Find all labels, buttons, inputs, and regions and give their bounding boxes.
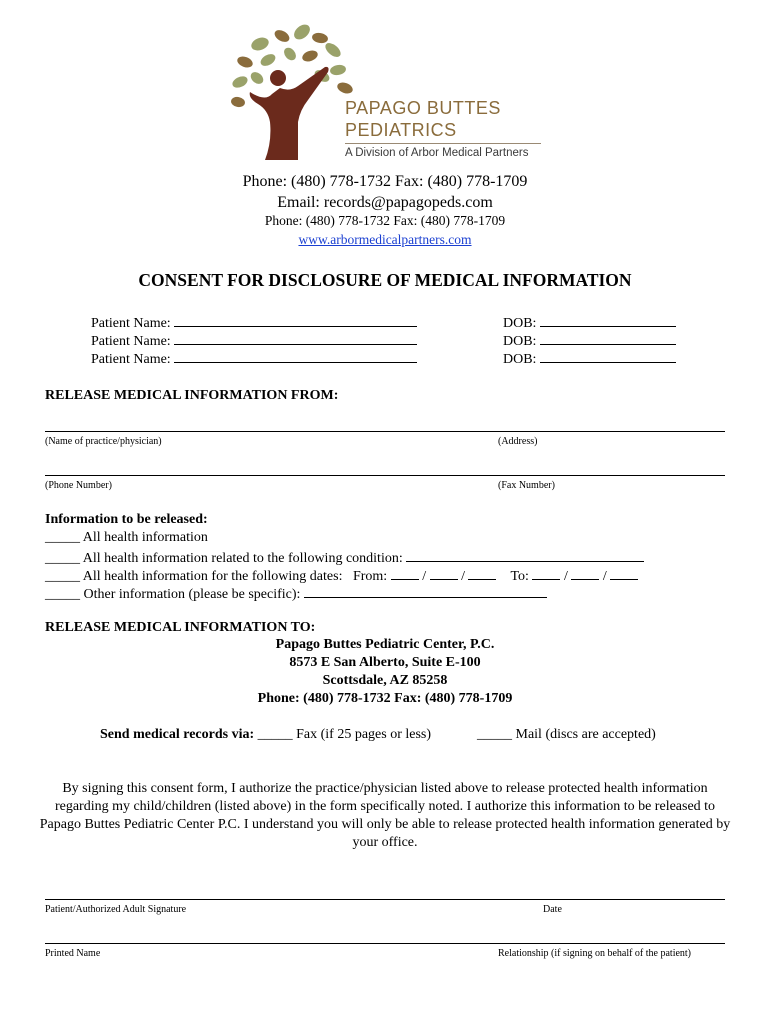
mail-checkbox-blank[interactable]: _____ (477, 727, 512, 742)
to-day-field[interactable] (571, 566, 599, 580)
release-from-heading: RELEASE MEDICAL INFORMATION FROM: (45, 388, 339, 403)
send-via-row (100, 727, 431, 743)
signature-line[interactable] (45, 899, 725, 900)
info-option-dates[interactable] (45, 566, 638, 585)
patient-name-field[interactable] (174, 313, 417, 327)
to-month-field[interactable] (532, 566, 560, 580)
fax-checkbox-blank[interactable]: _____ (257, 727, 293, 742)
from-label: From: (352, 569, 388, 584)
dob-field[interactable] (540, 313, 676, 327)
patient-name-row-2 (91, 331, 417, 350)
date-separator: / (461, 569, 465, 584)
website-row (0, 232, 770, 248)
from-year-field[interactable] (468, 566, 496, 580)
other-info-field[interactable] (304, 584, 547, 598)
brand-name-line2: PEDIATRICS (345, 120, 457, 140)
printed-name-line[interactable] (45, 943, 725, 944)
dob-label: DOB: (503, 352, 537, 367)
address-label: (Address) (498, 436, 538, 447)
from-month-field[interactable] (391, 566, 419, 580)
info-option-other[interactable] (45, 584, 547, 603)
checkbox-blank[interactable]: _____ (45, 551, 80, 566)
patient-name-field[interactable] (174, 349, 417, 363)
patient-name-row-1 (91, 313, 417, 332)
from-day-field[interactable] (430, 566, 458, 580)
recipient-org: Papago Buttes Pediatric Center, P.C. (275, 637, 495, 652)
dob-field[interactable] (540, 349, 676, 363)
mail-option-label: Mail (discs are accepted) (515, 727, 656, 742)
phone-number-label: (Phone Number) (45, 480, 112, 491)
contact-phone-fax-secondary: Phone: (480) 778-1732 Fax: (480) 778-1709 (264, 213, 506, 228)
relationship-label: Relationship (if signing on behalf of the patient) (498, 948, 692, 959)
release-to-heading: RELEASE MEDICAL INFORMATION TO: (45, 620, 316, 635)
form-title: CONSENT FOR DISCLOSURE OF MEDICAL INFORMATION (138, 270, 632, 290)
contact-phone-fax: Phone: (480) 778-1732 Fax: (480) 778-1709 (242, 173, 528, 190)
info-option-condition[interactable] (45, 548, 644, 567)
option-label: Other information (please be specific): (83, 587, 301, 602)
signature-label: Patient/Authorized Adult Signature (45, 904, 187, 915)
dob-row-3 (503, 349, 676, 368)
recipient-phone-fax: Phone: (480) 778-1732 Fax: (480) 778-1709 (257, 691, 513, 706)
patient-name-label: Patient Name: (91, 316, 171, 331)
tree-logo-icon (220, 22, 550, 167)
mail-option (477, 727, 656, 743)
checkbox-blank[interactable]: _____ (45, 569, 80, 584)
option-label: All health information related to the following condition: (82, 551, 403, 566)
checkbox-blank[interactable]: _____ (45, 530, 80, 545)
contact-email: Email: records@papagopeds.com (277, 194, 493, 211)
patient-name-label: Patient Name: (91, 352, 171, 367)
recipient-street: 8573 E San Alberto, Suite E-100 (289, 655, 481, 670)
date-separator: / (422, 569, 427, 584)
dob-row-1 (503, 313, 676, 332)
info-option-all[interactable] (45, 530, 208, 546)
patient-name-label: Patient Name: (91, 334, 171, 349)
practice-name-label: (Name of practice/physician) (45, 436, 162, 447)
to-year-field[interactable] (610, 566, 638, 580)
dob-field[interactable] (540, 331, 676, 345)
info-heading: Information to be released: (45, 512, 208, 527)
patient-name-field[interactable] (174, 331, 417, 345)
date-separator: / (563, 569, 568, 584)
date-label: Date (543, 904, 562, 915)
phone-fax-line[interactable] (45, 475, 725, 476)
option-label: All health information (82, 530, 208, 545)
brand-subtitle: A Division of Arbor Medical Partners (345, 147, 529, 159)
dob-row-2 (503, 331, 676, 350)
to-label: To: (510, 569, 529, 584)
dob-label: DOB: (503, 316, 537, 331)
brand-divider (345, 143, 541, 144)
condition-field[interactable] (406, 548, 644, 562)
fax-option-label: Fax (if 25 pages or less) (296, 727, 432, 742)
patient-name-row-3 (91, 349, 417, 368)
dob-label: DOB: (503, 334, 537, 349)
brand-name-line1: PAPAGO BUTTES (345, 98, 501, 118)
practice-address-line[interactable] (45, 431, 725, 432)
checkbox-blank[interactable]: _____ (45, 587, 80, 602)
send-via-label: Send medical records via: (100, 727, 255, 742)
fax-number-label: (Fax Number) (498, 480, 555, 491)
option-label: All health information for the following dates: (82, 569, 343, 584)
consent-paragraph: By signing this consent form, I authorize the practice/physician listed above to release protected health information regarding my child/children (listed above) in the form specifically noted. I authorize this information to be released to Papago Buttes Pediatric Center P.C. I understand you will only be able to release protected health information generated by your office. (39, 781, 731, 850)
recipient-city: Scottsdale, AZ 85258 (322, 673, 448, 688)
date-separator: / (602, 569, 607, 584)
website-link[interactable]: www.arbormedicalpartners.com (298, 232, 472, 247)
printed-name-label: Printed Name (45, 948, 101, 959)
